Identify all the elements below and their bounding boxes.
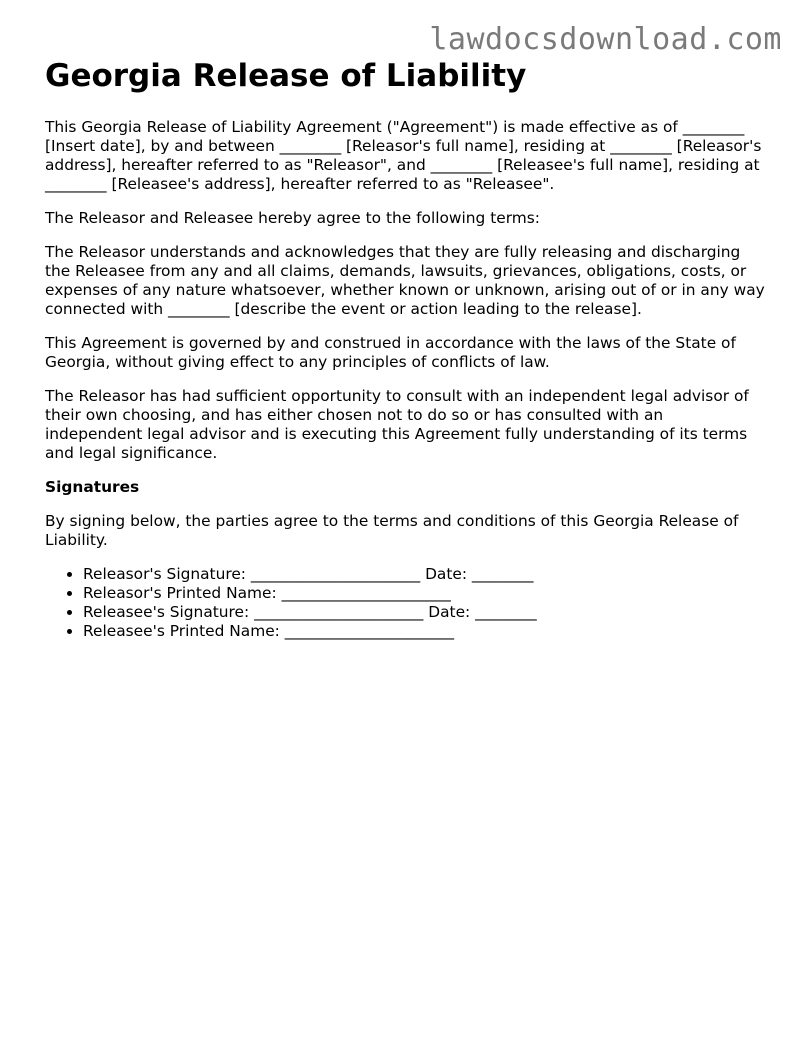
signature-list bbox=[45, 565, 765, 641]
legal-advice-paragraph: The Releasor has had sufficient opportunity to consult with an independent legal advisor of their own choosing, and has either chosen not to do so or has consulted with an independent legal advisor and is executing this Agreement fully understanding of its terms and legal significance. bbox=[45, 387, 749, 462]
signatures-intro: By signing below, the parties agree to the terms and conditions of this Georgia Release of Liability. bbox=[45, 512, 739, 549]
watermark: lawdocsdownload.com bbox=[429, 22, 782, 57]
intro-paragraph: This Georgia Release of Liability Agreement ("Agreement") is made effective as of ________ [Insert date], by and between ________ [Releasor's full name], residing at ________ [Releasor's address], hereafter referred to as "Releasor", and ________ [Releasee's full name], residing at ________ [Releasee's address], hereafter referred to as "Releasee". bbox=[45, 118, 762, 193]
releasor-signature-line: • Releasor's Signature: ______________________ Date: ________ bbox=[83, 565, 765, 584]
terms-intro-paragraph: The Releasor and Releasee hereby agree to the following terms: bbox=[45, 209, 540, 227]
releasee-signature-line: • Releasee's Signature: ______________________ Date: ________ bbox=[83, 603, 765, 622]
releasor-printed-name-line: • Releasor's Printed Name: ______________________ bbox=[83, 584, 765, 603]
document-title: Georgia Release of Liability bbox=[45, 58, 527, 94]
governing-law-paragraph: This Agreement is governed by and construed in accordance with the laws of the State of Georgia, without giving effect to any principles of conflicts of law. bbox=[45, 334, 736, 371]
release-paragraph: The Releasor understands and acknowledges that they are fully releasing and discharging the Releasee from any and all claims, demands, lawsuits, grievances, obligations, costs, or expenses of any nature whatsoever, whether known or unknown, arising out of or in any way connected with ________ [describe the event or action leading to the release]. bbox=[45, 243, 765, 318]
signatures-heading: Signatures bbox=[45, 478, 140, 496]
document-page bbox=[45, 56, 765, 641]
releasee-printed-name-line: • Releasee's Printed Name: ______________________ bbox=[83, 622, 765, 641]
